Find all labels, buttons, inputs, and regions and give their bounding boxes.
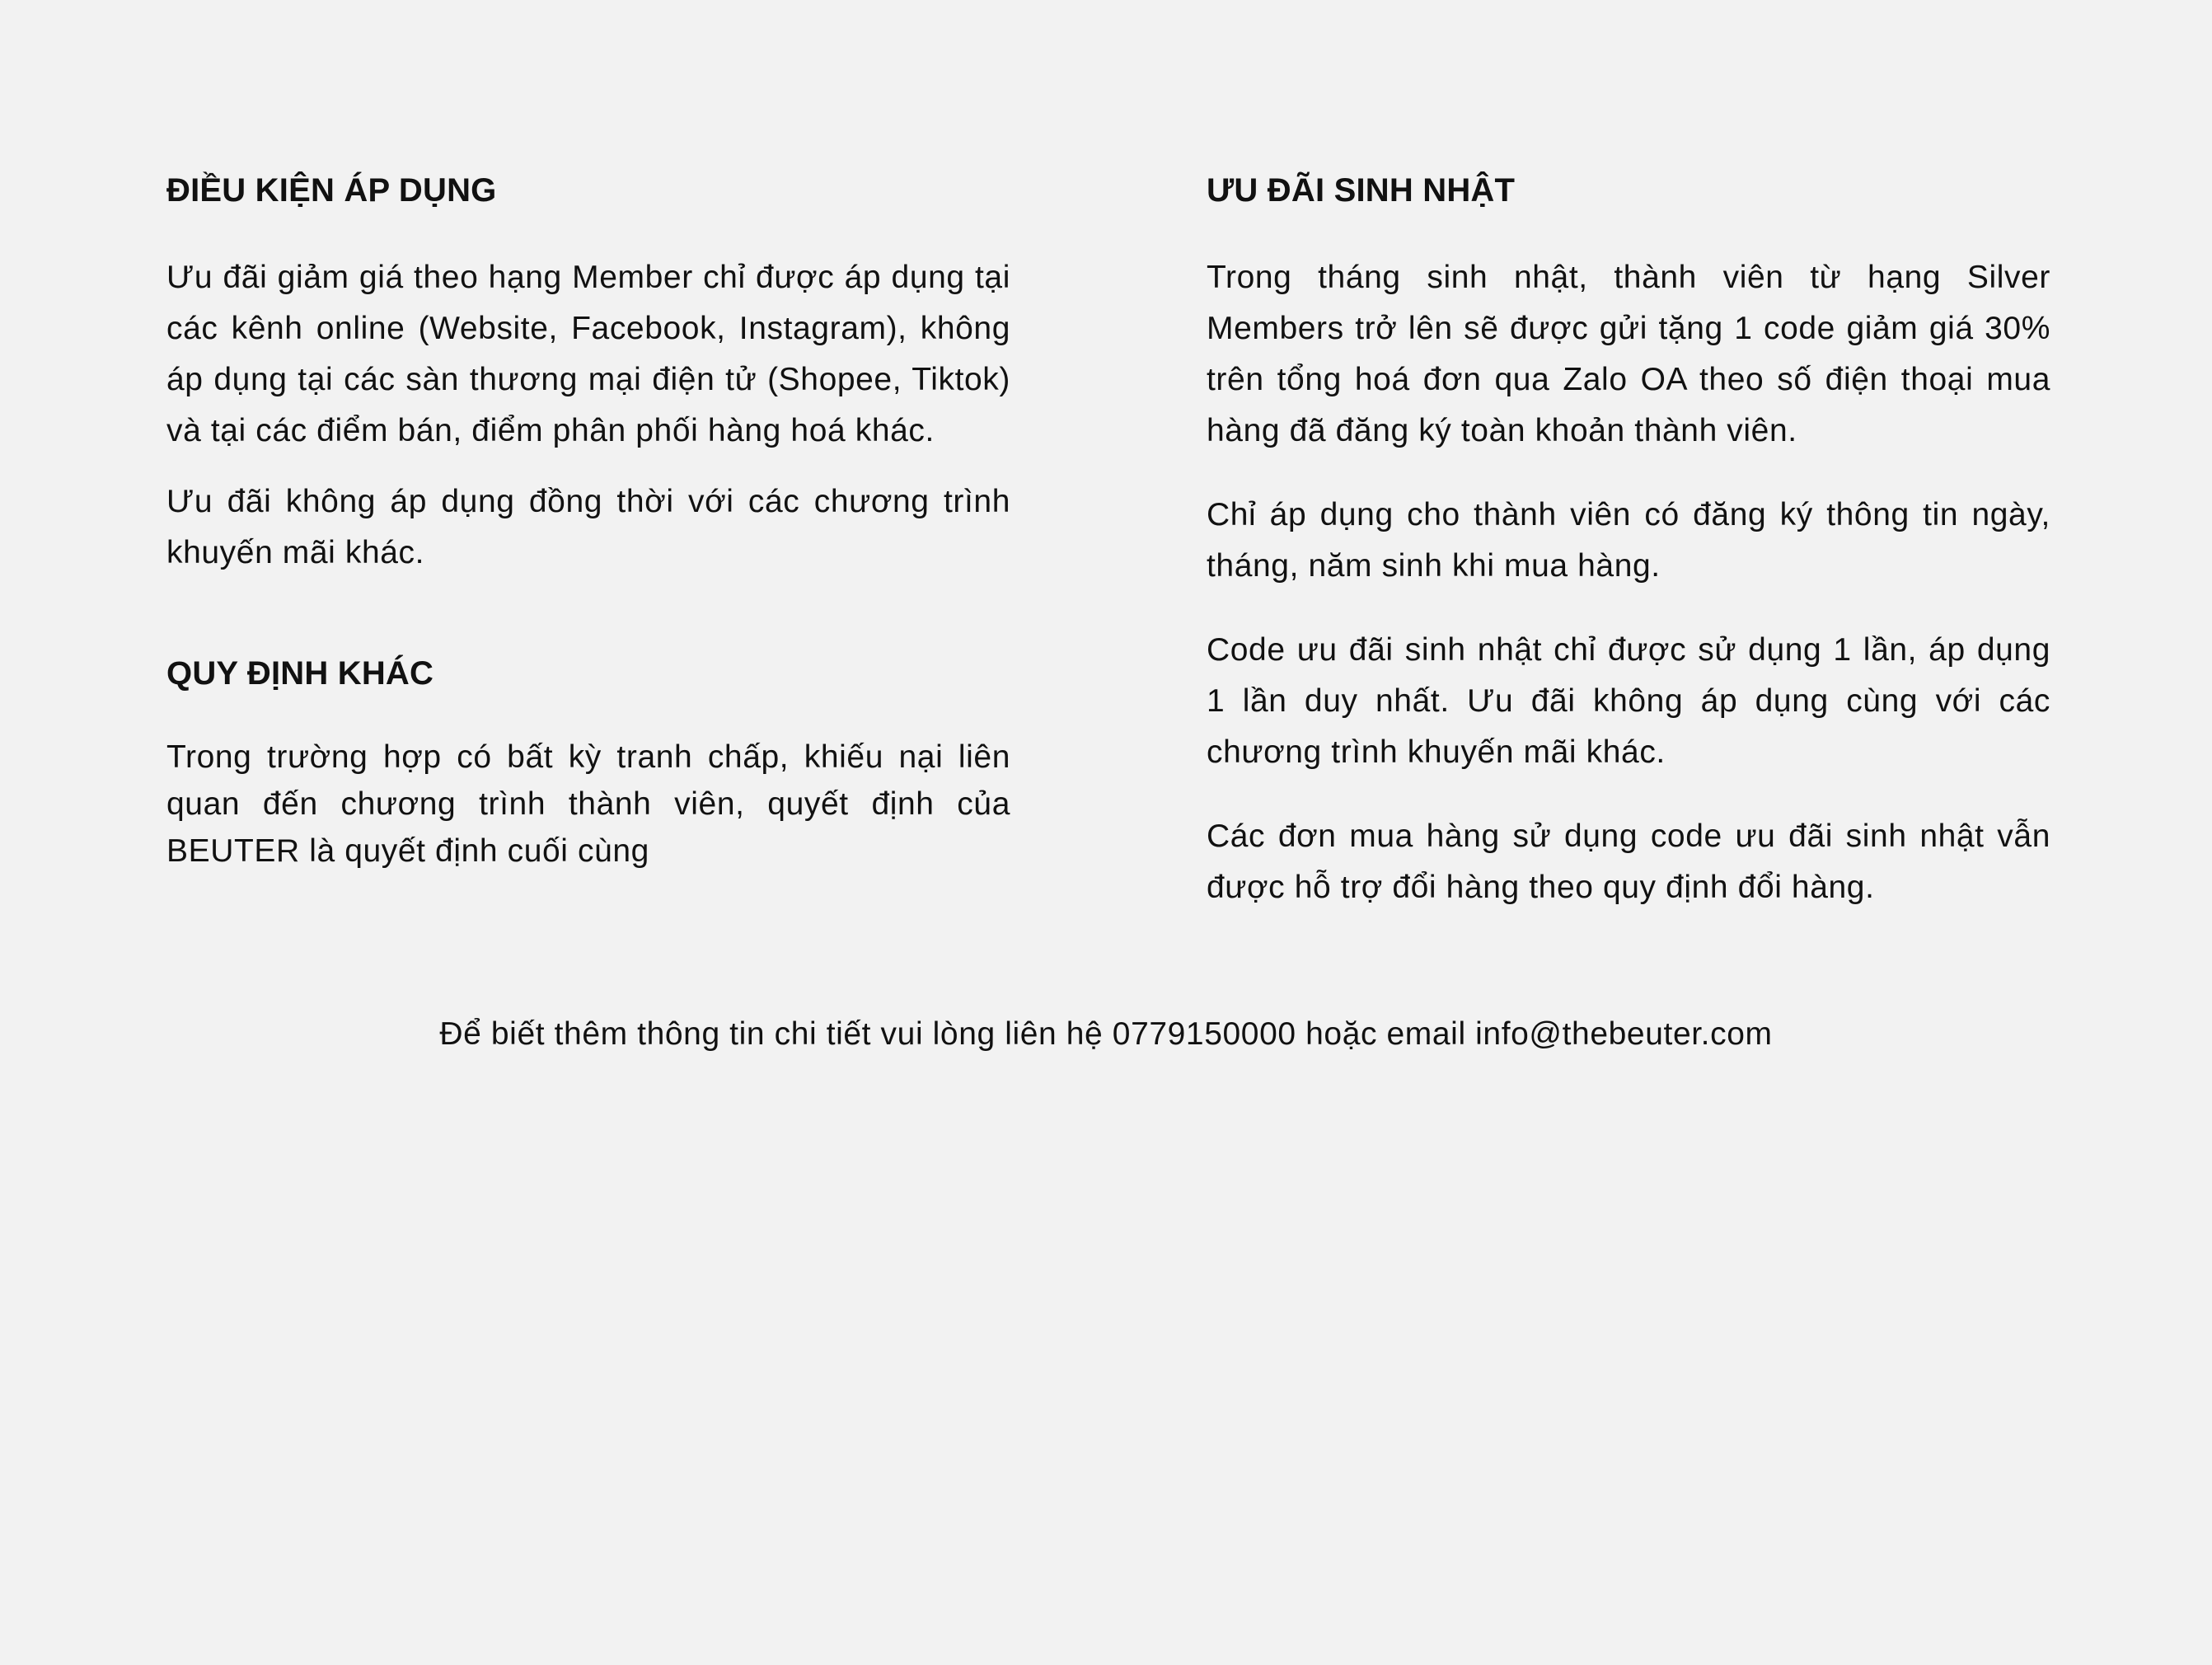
birthday-paragraph-1: Trong tháng sinh nhật, thành viên từ hạng Silver Members trở lên sẽ được gửi tặng 1 code giảm giá 30% trên tổng hoá đơn qua Zalo OA theo số điện thoại mua hàng đã đăng ký toàn khoản thành viên. — [1207, 260, 2050, 448]
conditions-paragraph-2: Ưu đãi không áp dụng đồng thời với các chương trình khuyến mãi khác. — [166, 484, 1010, 570]
conditions-heading: ĐIỀU KIỆN ÁP DỤNG — [166, 172, 497, 209]
other-rules-heading: QUY ĐỊNH KHÁC — [166, 655, 434, 692]
conditions-paragraph-1: Ưu đãi giảm giá theo hạng Member chỉ được áp dụng tại các kênh online (Website, Facebook, Instagram), không áp dụng tại các sàn thương mại điện tử (Shopee, Tiktok) và tại các điểm bán, điểm phân phối hàng hoá khác. — [166, 260, 1010, 448]
birthday-paragraph-4: Các đơn mua hàng sử dụng code ưu đãi sinh nhật vẫn được hỗ trợ đổi hàng theo quy định đổi hàng. — [1207, 818, 2050, 905]
birthday-paragraph-2: Chỉ áp dụng cho thành viên có đăng ký thông tin ngày, tháng, năm sinh khi mua hàng. — [1207, 497, 2050, 584]
other-rules-paragraph: Trong trường hợp có bất kỳ tranh chấp, khiếu nại liên quan đến chương trình thành viên, quyết định của BEUTER là quyết định cuối cùng — [166, 739, 1010, 869]
right-column — [1207, 162, 2050, 913]
left-column — [166, 162, 1010, 875]
contact-footer: Để biết thêm thông tin chi tiết vui lòng liên hệ 0779150000 hoặc email info@thebeuter.com — [439, 1016, 1773, 1052]
birthday-paragraph-3: Code ưu đãi sinh nhật chỉ được sử dụng 1 lần, áp dụng 1 lần duy nhất. Ưu đãi không áp dụng cùng với các chương trình khuyến mãi khác. — [1207, 632, 2050, 770]
birthday-heading: ƯU ĐÃI SINH NHẬT — [1207, 172, 1516, 209]
